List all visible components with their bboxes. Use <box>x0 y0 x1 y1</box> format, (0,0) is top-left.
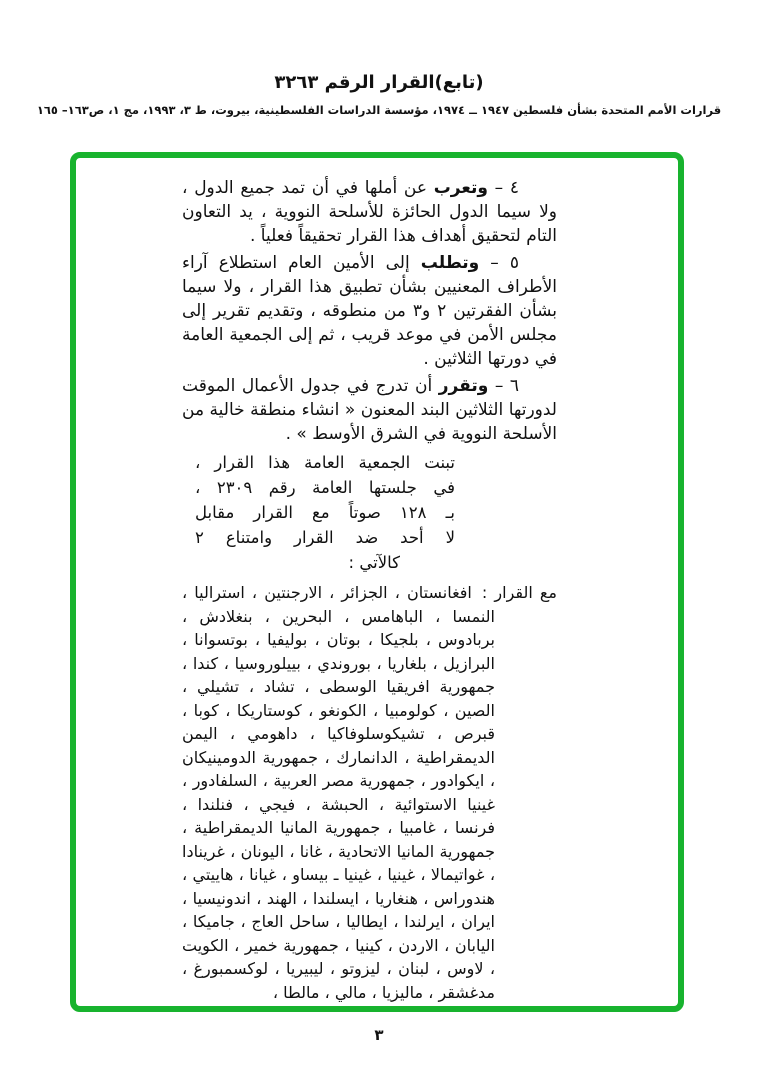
adoption-line: لا أحد ضد القرار وامتناع ٢ <box>195 528 455 547</box>
vote-with-countries: افغانستان ، الجزائر ، الارجنتين ، استراليا ، النمسا ، الباهامس ، البحرين ، بنغلادش ، بربادوس ، بلجيكا ، بوتان ، بوليفيا ، بوتسوانا ، البرازيل ، بلغاريا ، بوروندي ، بييلوروسيا ، كندا ، جمهورية افريقيا الوسطى ، تشاد ، تشيلي ، الصين ، كولومبيا ، الكونغو ، كوستاريكا ، كوبا ، قبرص ، تشيكوسلوفاكيا ، داهومي ، اليمن الديمقراطية ، الدانمارك ، جمهورية الدومينيكان ، ايكوادور ، جمهورية مصر العربية ، السلفادور ، غينيا الاستوائية ، الحبشة ، فيجي ، فنلندا ، فرنسا ، غامبيا ، جمهورية المانيا الديمقراطية ، جمهورية المانيا الاتحادية ، غانا ، اليونان ، غرينادا ، غواتيمالا ، غينيا ، غينيا ـ بيساو ، غيانا ، هاييتي ، هندوراس ، هنغاريا ، ايسلندا ، الهند ، اندونيسيا ، ايران ، ايرلندا ، ايطاليا ، ساحل العاج ، جاميكا ، اليابان ، الاردن ، كينيا ، جمهورية خمير ، الكويت ، لاوس ، لبنان ، ليزوتو ، ليبيريا ، لوكسمبورغ ، مدغشقر ، ماليزيا ، مالي ، مالطا ، <box>182 583 495 1002</box>
clause-text: عن أملها في أن تمد جميع الدول ، ولا سيما الدول الحائزة للأسلحة النووية ، يد التعاون التام لتحقيق أهداف هذا القرار تحقيقاً فعلياً . <box>182 178 557 246</box>
clause-keyword: وتطلب <box>420 253 480 273</box>
page-number: ٣ <box>374 1026 384 1044</box>
clause-paragraph-5 <box>182 251 557 371</box>
clause-number: ٥ – <box>479 253 519 273</box>
vote-with-section <box>182 581 557 1004</box>
clause-number: ٤ – <box>487 178 520 198</box>
adoption-tail: كالآتي : <box>348 553 400 572</box>
clause-keyword: وتعرب <box>433 178 488 198</box>
vote-with-label: مع القرار : <box>481 583 558 602</box>
clause-number: ٦ – <box>488 376 520 396</box>
clause-paragraph-6 <box>182 374 557 446</box>
clause-text: أن تدرج في جدول الأعمال الموقت لدورتها الثلاثين البند المعنون « انشاء منطقة خالية من الأسلحة النووية في الشرق الأوسط » . <box>182 376 557 444</box>
adoption-line: في جلستها العامة رقم ٢٣٠٩ ، <box>195 478 456 497</box>
content-frame <box>70 152 684 1012</box>
adoption-note <box>195 450 455 575</box>
clause-text: إلى الأمين العام استطلاع آراء الأطراف المعنيين بشأن تطبيق هذا القرار ، ولا سيما بشأن الفقرتين ٢ و٣ من منطوقه ، وتقديم تقرير إلى مجلس الأمن في موعد قريب ، ثم إلى الجمعية العامة في دورتها الثلاثين . <box>182 253 557 369</box>
text-column <box>182 176 557 1004</box>
clause-keyword: وتقرر <box>438 376 489 396</box>
clause-paragraph-4 <box>182 176 557 248</box>
adoption-line: بـ ١٢٨ صوتاً مع القرار مقابل <box>195 503 455 522</box>
page-title: (تابع)القرار الرقم ٣٢٦٣ <box>274 72 484 93</box>
source-citation: قرارات الأمم المتحدة بشأن فلسطين ١٩٤٧ ــ ١٩٧٤، مؤسسة الدراسات الفلسطينية، بيروت، ط ٣، ١٩٩٣، مج ١، ص١٦٣– ١٦٥ <box>36 103 722 117</box>
adoption-line: تبنت الجمعية العامة هذا القرار ، <box>195 453 455 472</box>
